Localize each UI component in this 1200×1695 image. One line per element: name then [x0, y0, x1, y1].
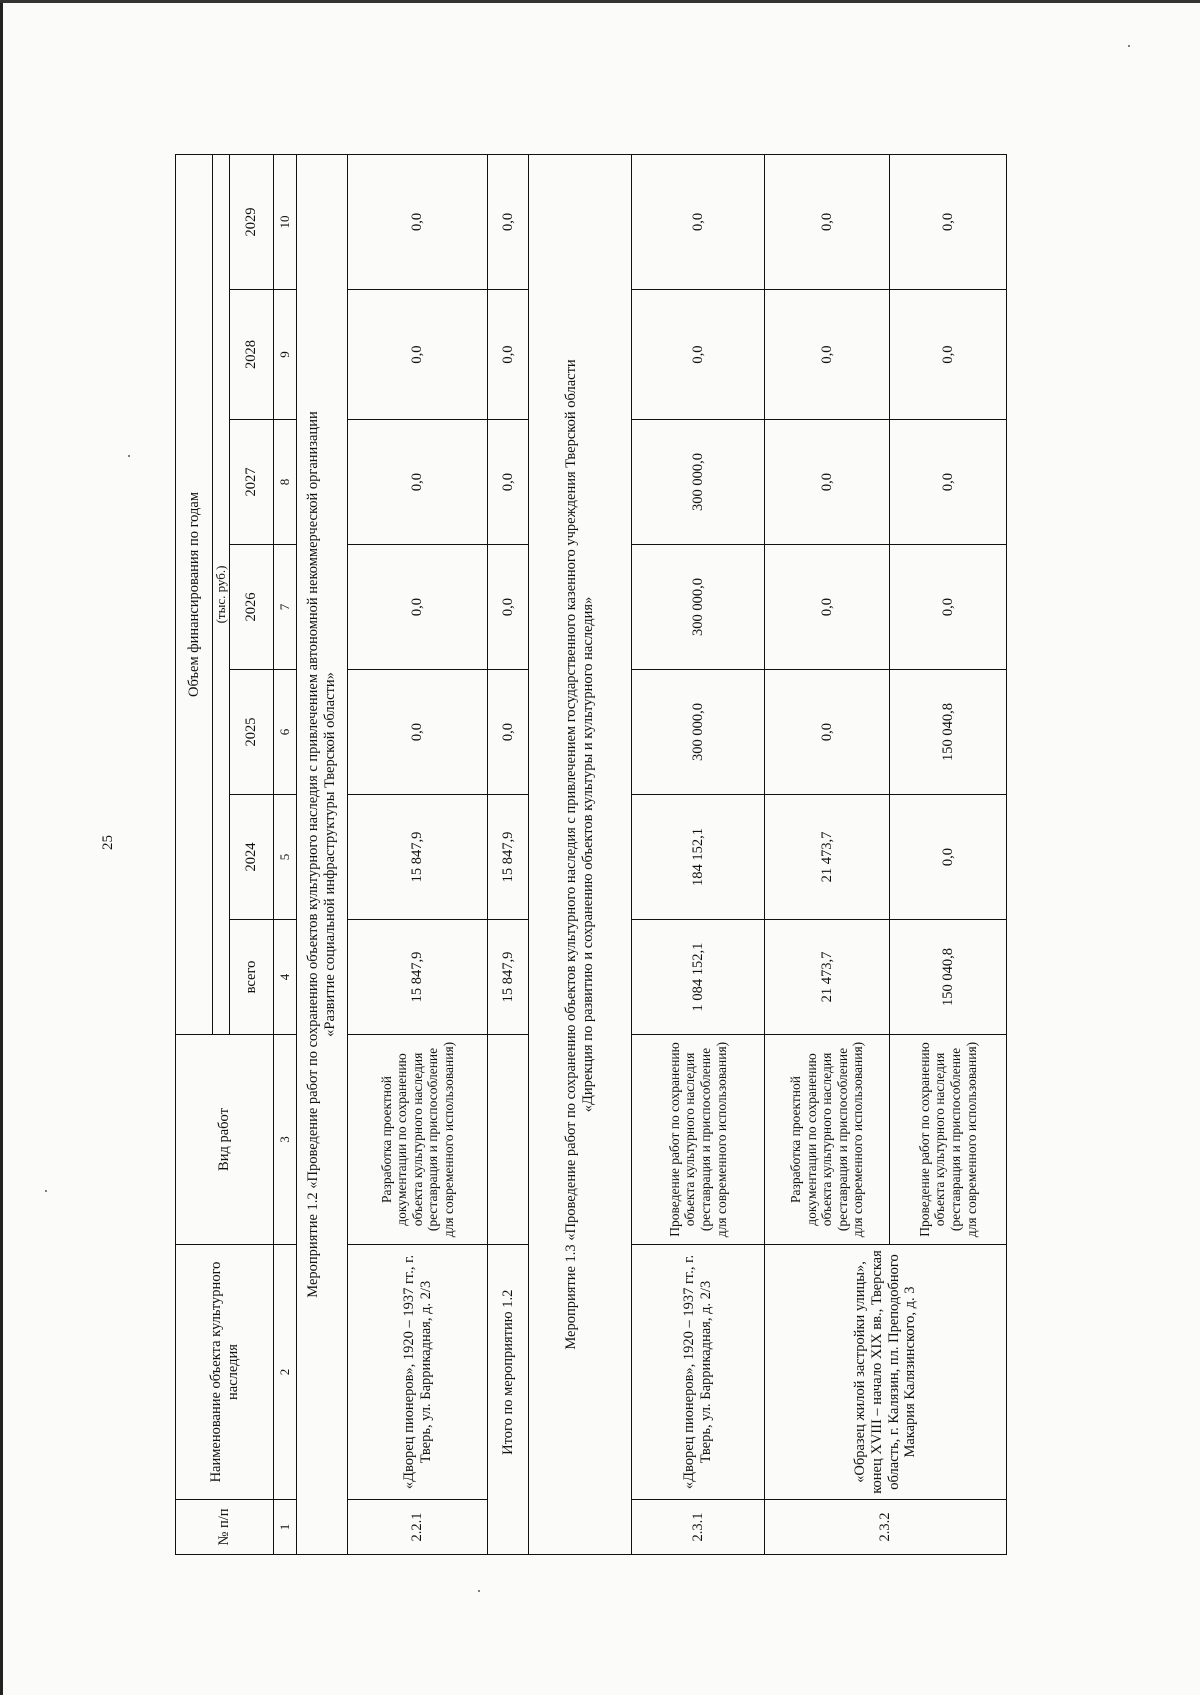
row-value: 0,0 [890, 420, 1007, 545]
section-title-line: «Развитие социальной инфраструктуры Тверской области» [322, 672, 338, 1037]
column-index: 6 [274, 670, 297, 795]
row-work: Проведение работ по сохранению объекта культурного наследия (реставрация и приспособление для современного использования) [890, 1035, 1007, 1245]
row-value: 0,0 [348, 420, 488, 545]
row-value: 15 847,9 [348, 795, 488, 920]
row-object: «Образец жилой застройки улицы», конец XVIII – начало XIX вв., Тверская область, г. Калязин, пл. Преподобного Макария Калязинского, д. 3 [765, 1245, 1007, 1500]
row-value: 0,0 [488, 420, 529, 545]
total-row-spacer [488, 1500, 529, 1555]
scan-speck [478, 1590, 480, 1592]
section-header [529, 154, 632, 1554]
header-funding: Объем финансирования по годам [176, 154, 213, 1034]
row-num: 2.3.1 [632, 1500, 765, 1555]
row-value: 0,0 [890, 290, 1007, 420]
total-label: Итого по мероприятию 1.2 [488, 1245, 529, 1500]
row-total: 1 084 152,1 [632, 920, 765, 1035]
total-row [488, 154, 529, 1554]
header-object: Наименование объекта культурного наследия [176, 1245, 274, 1500]
table-row [348, 154, 488, 1554]
header-work: Вид работ [176, 1035, 274, 1245]
section-title-line: «Дирекция по развитию и сохранению объектов культуры и культурного наследия» [580, 596, 596, 1113]
row-value: 0,0 [765, 290, 890, 420]
row-value: 0,0 [348, 670, 488, 795]
scan-speck [45, 1190, 47, 1192]
row-total: 150 040,8 [890, 920, 1007, 1035]
row-value: 15 847,9 [488, 795, 529, 920]
row-total: 15 847,9 [348, 920, 488, 1035]
row-value: 0,0 [488, 154, 529, 289]
row-object: «Дворец пионеров», 1920 – 1937 гг., г. Тверь, ул. Баррикадная, д. 2/3 [632, 1245, 765, 1500]
row-total: 15 847,9 [488, 920, 529, 1035]
row-value: 0,0 [348, 545, 488, 670]
header-year: 2027 [230, 420, 274, 545]
column-index: 9 [274, 290, 297, 420]
header-year: 2024 [230, 795, 274, 920]
row-value: 0,0 [765, 154, 890, 289]
table-row [765, 154, 890, 1554]
header-year: 2025 [230, 670, 274, 795]
row-object: «Дворец пионеров», 1920 – 1937 гг., г. Тверь, ул. Баррикадная, д. 2/3 [348, 1245, 488, 1500]
section-header [297, 154, 348, 1554]
table-row [632, 154, 765, 1554]
row-value: 184 152,1 [632, 795, 765, 920]
funding-table [175, 154, 1007, 1555]
row-num: 2.3.2 [765, 1500, 1007, 1555]
section-title-line: Мероприятие 1.2 «Проведение работ по сохранению объектов культурного наследия с привлечением автономной некоммерческой организации [305, 411, 322, 1298]
column-index: 7 [274, 545, 297, 670]
column-index: 3 [274, 1035, 297, 1245]
row-value: 0,0 [765, 670, 890, 795]
row-value: 150 040,8 [890, 670, 1007, 795]
row-value: 0,0 [488, 545, 529, 670]
row-value: 0,0 [348, 290, 488, 420]
total-work-empty [488, 1035, 529, 1245]
section-title-line: Мероприятие 1.3 «Проведение работ по сохранению объектов культурного наследия с привлечением государственного казенного учреждения Тверской области [563, 359, 580, 1350]
row-value: 21 473,7 [765, 795, 890, 920]
row-work: Проведение работ по сохранению объекта культурного наследия (реставрация и приспособление для современного использования) [632, 1035, 765, 1245]
row-work: Разработка проектной документации по сохранению объекта культурного наследия (реставрация и приспособление для современного использования) [348, 1035, 488, 1245]
row-value: 0,0 [890, 154, 1007, 289]
column-index: 8 [274, 420, 297, 545]
column-index: 4 [274, 920, 297, 1035]
column-index: 1 [274, 1500, 297, 1555]
row-num: 2.2.1 [348, 1500, 488, 1555]
header-year: 2026 [230, 545, 274, 670]
header-num: № п/п [176, 1500, 274, 1555]
page-number: 25 [100, 835, 116, 850]
row-value: 300 000,0 [632, 545, 765, 670]
scan-speck [1128, 45, 1130, 47]
section-title-1 [297, 154, 348, 1554]
header-year: 2029 [230, 154, 274, 289]
row-value: 0,0 [348, 154, 488, 289]
row-value: 0,0 [632, 290, 765, 420]
row-value: 0,0 [890, 795, 1007, 920]
header-year: 2028 [230, 290, 274, 420]
header-row-1 [176, 154, 213, 1554]
scan-edge-top [0, 0, 1200, 3]
row-value: 0,0 [488, 290, 529, 420]
row-value: 0,0 [632, 154, 765, 289]
header-total: всего [230, 920, 274, 1035]
row-value: 0,0 [488, 670, 529, 795]
scan-edge-left [0, 0, 3, 1695]
row-value: 300 000,0 [632, 420, 765, 545]
row-value: 0,0 [765, 545, 890, 670]
row-work: Разработка проектной документации по сохранению объекта культурного наследия (реставрация и приспособление для современного использования) [765, 1035, 890, 1245]
column-index: 2 [274, 1245, 297, 1500]
header-unit: (тыс. руб.) [213, 154, 230, 1034]
row-value: 0,0 [890, 545, 1007, 670]
scan-speck [128, 455, 130, 457]
column-index: 10 [274, 154, 297, 289]
column-index: 5 [274, 795, 297, 920]
row-value: 300 000,0 [632, 670, 765, 795]
row-value: 0,0 [765, 420, 890, 545]
row-total: 21 473,7 [765, 920, 890, 1035]
column-index-row [274, 154, 297, 1554]
section-title-2 [529, 154, 632, 1554]
rotated-table-wrapper [175, 155, 1030, 1555]
